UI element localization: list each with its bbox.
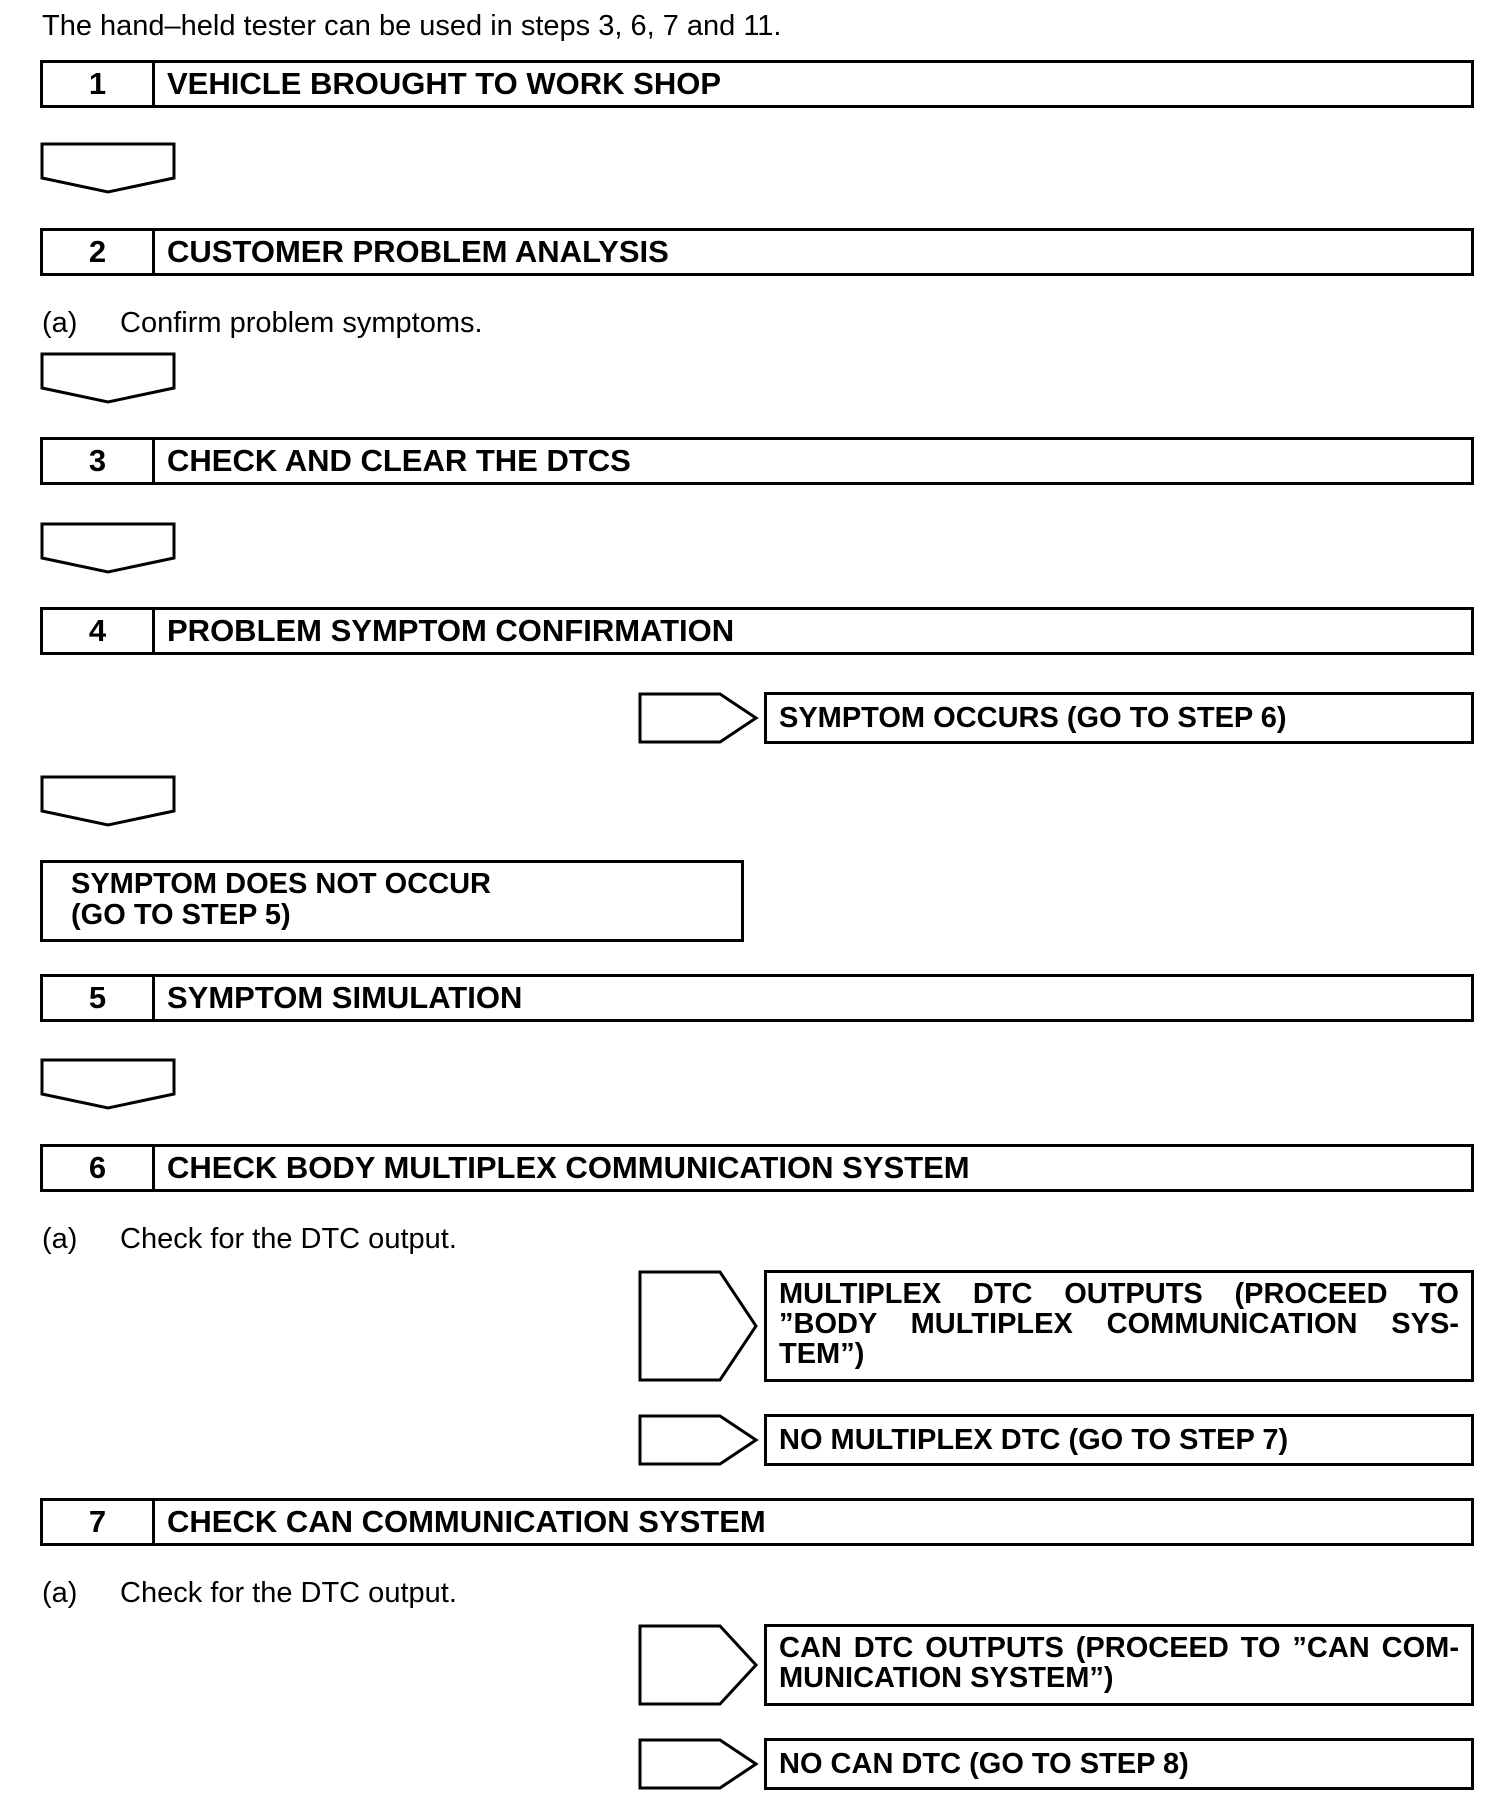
step-2-header [40, 228, 1474, 276]
note-text: Check for the DTC output. [120, 1223, 457, 1255]
step-3-header [40, 437, 1474, 485]
result-can-dtc-outputs: CAN DTC OUTPUTS (PROCEED TO ”CAN COM- MUNICATION SYSTEM”) [764, 1624, 1474, 1706]
step-number: 5 [43, 977, 155, 1019]
step-number: 2 [43, 231, 155, 273]
result-symptom-occurs: SYMPTOM OCCURS (GO TO STEP 6) [764, 692, 1474, 744]
down-arrow-icon [40, 352, 176, 404]
step-title: CHECK CAN COMMUNICATION SYSTEM [167, 1504, 766, 1539]
step-6-note [42, 1223, 457, 1256]
step-7-header [40, 1498, 1474, 1546]
right-arrow-icon [638, 1270, 760, 1382]
step-title: CUSTOMER PROBLEM ANALYSIS [167, 234, 669, 269]
step-number: 1 [43, 63, 155, 105]
step-title: VEHICLE BROUGHT TO WORK SHOP [167, 66, 722, 101]
down-arrow-icon [40, 522, 176, 574]
step-number: 6 [43, 1147, 155, 1189]
note-label: (a) [42, 307, 78, 339]
result-symptom-does-not-occur: SYMPTOM DOES NOT OCCUR (GO TO STEP 5) [40, 860, 744, 942]
down-arrow-icon [40, 1058, 176, 1110]
step-title: PROBLEM SYMPTOM CONFIRMATION [167, 613, 735, 648]
step-5-header [40, 974, 1474, 1022]
step-title: SYMPTOM SIMULATION [167, 980, 523, 1015]
down-arrow-icon [40, 142, 176, 194]
step-number: 3 [43, 440, 155, 482]
result-no-multiplex-dtc: NO MULTIPLEX DTC (GO TO STEP 7) [764, 1414, 1474, 1466]
note-label: (a) [42, 1223, 78, 1255]
step-2-note [42, 307, 483, 340]
step-title: CHECK AND CLEAR THE DTCS [167, 443, 631, 478]
right-arrow-icon [638, 1414, 760, 1466]
right-arrow-icon [638, 1624, 760, 1706]
down-arrow-icon [40, 775, 176, 827]
intro-text: The hand–held tester can be used in steps 3, 6, 7 and 11. [42, 10, 782, 42]
note-text: Confirm problem symptoms. [120, 307, 483, 339]
step-number: 4 [43, 610, 155, 652]
note-label: (a) [42, 1577, 78, 1609]
step-number: 7 [43, 1501, 155, 1543]
result-multiplex-dtc-outputs: MULTIPLEX DTC OUTPUTS (PROCEED TO ”BODY MULTIPLEX COMMUNICATION SYS- TEM”) [764, 1270, 1474, 1382]
right-arrow-icon [638, 1738, 760, 1790]
step-1-header [40, 60, 1474, 108]
note-text: Check for the DTC output. [120, 1577, 457, 1609]
step-7-note [42, 1577, 457, 1610]
right-arrow-icon [638, 692, 760, 744]
result-no-can-dtc: NO CAN DTC (GO TO STEP 8) [764, 1738, 1474, 1790]
step-4-header [40, 607, 1474, 655]
step-6-header [40, 1144, 1474, 1192]
step-title: CHECK BODY MULTIPLEX COMMUNICATION SYSTEM [167, 1150, 970, 1185]
